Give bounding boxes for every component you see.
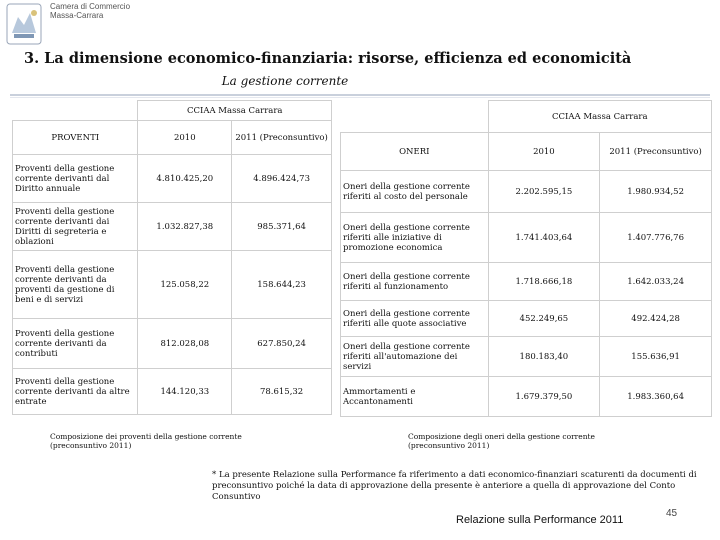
oneri-col-2011: 2011 (Preconsuntivo) [600, 133, 712, 171]
value-2011: 1.983.360,64 [600, 377, 712, 417]
proventi-table [12, 100, 332, 415]
proventi-col-2011: 2011 (Preconsuntivo) [232, 121, 332, 155]
logo-line-2: Massa-Carrara [50, 11, 104, 20]
footnote: * La presente Relazione sulla Performance fa riferimento a dati economico-finanziari scaturenti da documenti di preconsuntivo poiché la data di approvazione della presente è anteriore a quella di approvazione del Conto Consuntivo [212, 470, 697, 502]
value-2011: 78.615,32 [232, 369, 332, 415]
chamber-of-commerce-logo [6, 3, 42, 45]
value-2011: 1.642.033,24 [600, 263, 712, 301]
row-label: Proventi della gestione corrente derivanti da contributi [13, 319, 138, 369]
row-label: Oneri della gestione corrente riferiti al funzionamento [341, 263, 489, 301]
value-2010: 812.028,08 [138, 319, 232, 369]
row-label: Oneri della gestione corrente riferiti all'automazione dei servizi [341, 337, 489, 377]
proventi-caption: Composizione dei proventi della gestione corrente (preconsuntivo 2011) [50, 432, 242, 450]
oneri-caption: Composizione degli oneri della gestione corrente (preconsuntivo 2011) [408, 432, 595, 450]
table-row [341, 171, 712, 213]
value-2010: 180.183,40 [488, 337, 600, 377]
value-2010: 1.679.379,50 [488, 377, 600, 417]
value-2010: 1.032.827,38 [138, 203, 232, 251]
row-label: Oneri della gestione corrente riferiti al costo del personale [341, 171, 489, 213]
value-2010: 452.249,65 [488, 301, 600, 337]
proventi-col-2010: 2010 [138, 121, 232, 155]
table-row [13, 369, 332, 415]
value-2011: 158.644,23 [232, 251, 332, 319]
row-label: Proventi della gestione corrente derivanti da proventi da gestione di beni e di servizi [13, 251, 138, 319]
value-2010: 1.718.666,18 [488, 263, 600, 301]
row-label: Oneri della gestione corrente riferiti alle iniziative di promozione economica [341, 213, 489, 263]
value-2010: 125.058,22 [138, 251, 232, 319]
table-row [341, 377, 712, 417]
row-label: Oneri della gestione corrente riferiti alle quote associative [341, 301, 489, 337]
value-2010: 2.202.595,15 [488, 171, 600, 213]
page-subtitle: La gestione corrente [221, 74, 349, 88]
row-label: Proventi della gestione corrente derivanti da altre entrate [13, 369, 138, 415]
value-2010: 4.810.425,20 [138, 155, 232, 203]
table-row [13, 203, 332, 251]
divider [10, 94, 710, 96]
row-label: Ammortamenti e Accantonamenti [341, 377, 489, 417]
report-footer: Relazione sulla Performance 2011 [456, 514, 624, 526]
table-row [13, 251, 332, 319]
logo-line-1: Camera di Commercio [50, 2, 131, 11]
divider-secondary [10, 97, 710, 98]
oneri-table [340, 100, 712, 417]
proventi-col-label: PROVENTI [13, 121, 138, 155]
row-label: Proventi della gestione corrente derivanti dal Diritto annuale [13, 155, 138, 203]
value-2010: 144.120,33 [138, 369, 232, 415]
table-row [341, 263, 712, 301]
oneri-col-label: ONERI [341, 133, 489, 171]
table-row [13, 319, 332, 369]
page-number: 45 [666, 508, 678, 519]
page-title: 3. La dimensione economico-finanziaria: risorse, efficienza ed economicità [24, 50, 632, 67]
value-2011: 155.636,91 [600, 337, 712, 377]
table-row [341, 301, 712, 337]
value-2011: 985.371,64 [232, 203, 332, 251]
logo-text [50, 2, 130, 20]
oneri-group-header: CCIAA Massa Carrara [488, 101, 711, 133]
row-label: Proventi della gestione corrente derivanti dai Diritti di segreteria e oblazioni [13, 203, 138, 251]
table-row [13, 155, 332, 203]
value-2011: 1.407.776,76 [600, 213, 712, 263]
oneri-col-2010: 2010 [488, 133, 600, 171]
proventi-group-header: CCIAA Massa Carrara [138, 101, 332, 121]
table-row [341, 213, 712, 263]
value-2011: 4.896.424,73 [232, 155, 332, 203]
value-2011: 1.980.934,52 [600, 171, 712, 213]
value-2010: 1.741.403,64 [488, 213, 600, 263]
table-row [341, 337, 712, 377]
value-2011: 492.424,28 [600, 301, 712, 337]
value-2011: 627.850,24 [232, 319, 332, 369]
